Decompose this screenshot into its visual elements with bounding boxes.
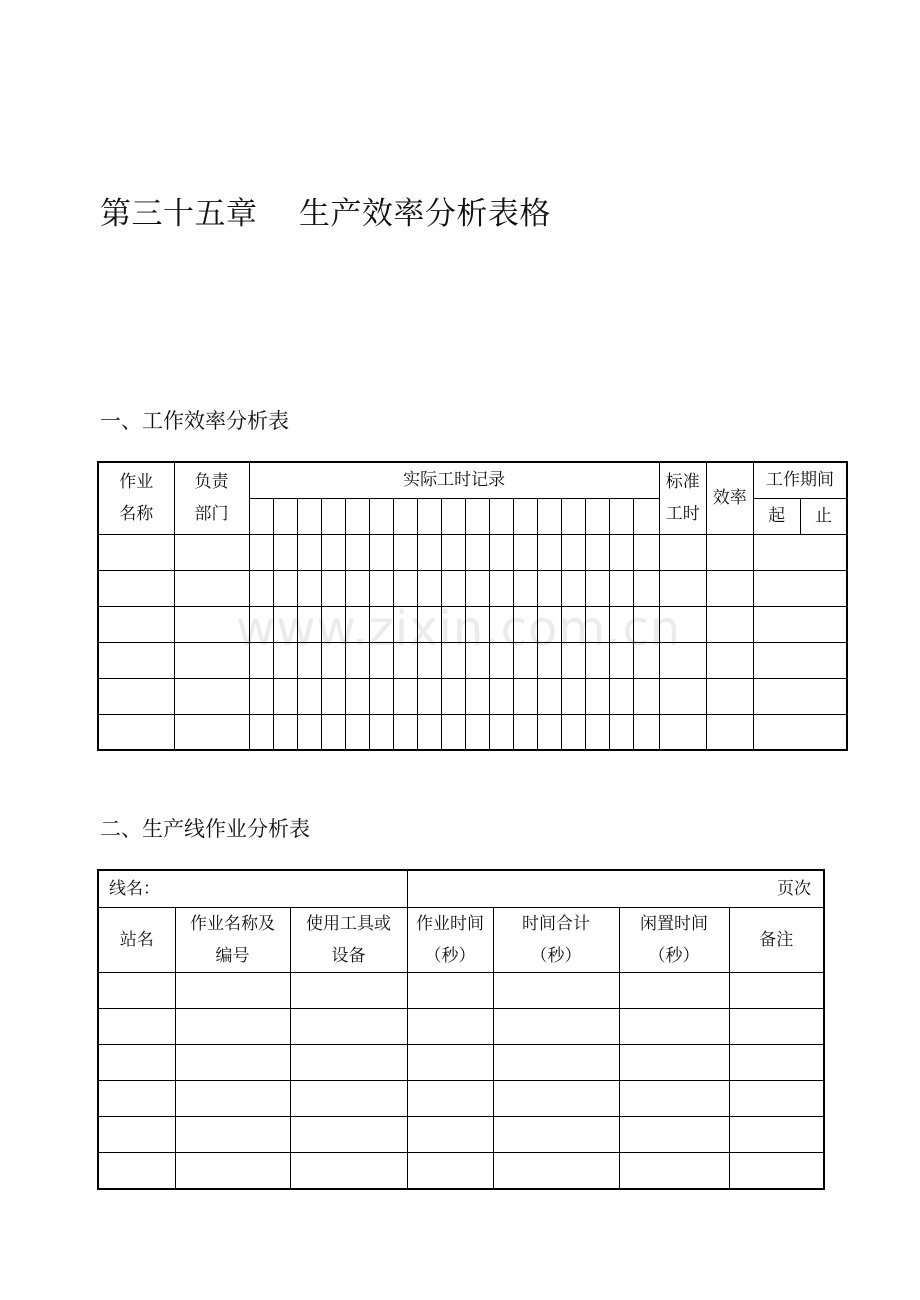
table-cell[interactable] xyxy=(174,534,249,570)
table-cell[interactable] xyxy=(489,678,513,714)
table-cell[interactable] xyxy=(609,570,633,606)
table-cell[interactable] xyxy=(753,606,847,642)
watermark: www.zixin.com.cn xyxy=(236,601,682,657)
actual-hours-subcolumn xyxy=(561,498,585,534)
table-cell[interactable] xyxy=(513,534,537,570)
table-cell[interactable] xyxy=(633,714,659,750)
header-department: 负责 部门 xyxy=(174,462,249,534)
table-cell[interactable] xyxy=(729,973,824,1009)
table-cell[interactable] xyxy=(729,1117,824,1153)
table-cell[interactable] xyxy=(493,1081,619,1117)
table-cell[interactable] xyxy=(561,678,585,714)
table-cell[interactable] xyxy=(98,678,174,714)
table-cell[interactable] xyxy=(561,642,585,678)
table-cell[interactable] xyxy=(753,570,847,606)
table-cell[interactable] xyxy=(753,534,847,570)
table-cell[interactable] xyxy=(345,570,369,606)
table-cell[interactable] xyxy=(609,534,633,570)
table-cell[interactable] xyxy=(706,534,753,570)
table-cell[interactable] xyxy=(537,534,561,570)
table-cell[interactable] xyxy=(273,606,297,642)
table-cell[interactable] xyxy=(345,606,369,642)
table-cell[interactable] xyxy=(273,642,297,678)
table-cell[interactable] xyxy=(493,1117,619,1153)
table-cell[interactable] xyxy=(659,642,706,678)
table-cell[interactable] xyxy=(633,534,659,570)
table-cell[interactable] xyxy=(407,1117,493,1153)
table-cell[interactable] xyxy=(98,1117,175,1153)
table-cell[interactable] xyxy=(393,606,417,642)
line-name-field: 线名： xyxy=(98,870,407,908)
table-cell[interactable] xyxy=(609,606,633,642)
table-cell[interactable] xyxy=(98,1081,175,1117)
table-cell[interactable] xyxy=(753,714,847,750)
table-cell[interactable] xyxy=(273,534,297,570)
table-cell[interactable] xyxy=(706,678,753,714)
table-cell[interactable] xyxy=(417,570,441,606)
table-cell[interactable] xyxy=(290,973,407,1009)
table-cell[interactable] xyxy=(585,534,609,570)
table-cell[interactable] xyxy=(249,570,273,606)
table-cell[interactable] xyxy=(489,534,513,570)
table-row xyxy=(98,642,847,678)
table-cell[interactable] xyxy=(633,678,659,714)
table-cell[interactable] xyxy=(633,606,659,642)
table-cell[interactable] xyxy=(175,1153,290,1190)
table-cell[interactable] xyxy=(609,714,633,750)
header-work-period: 工作期间 xyxy=(753,462,847,498)
table-row xyxy=(98,570,847,606)
header-operation-time: 作业时间 （秒） xyxy=(407,908,493,973)
table-cell[interactable] xyxy=(273,714,297,750)
table-cell[interactable] xyxy=(619,1117,729,1153)
table-cell[interactable] xyxy=(441,534,465,570)
table-cell[interactable] xyxy=(417,534,441,570)
table-cell[interactable] xyxy=(321,534,345,570)
table-cell[interactable] xyxy=(321,678,345,714)
table-cell[interactable] xyxy=(441,642,465,678)
table-cell[interactable] xyxy=(98,973,175,1009)
table-cell[interactable] xyxy=(393,642,417,678)
table-cell[interactable] xyxy=(290,1009,407,1045)
table-cell[interactable] xyxy=(369,714,393,750)
table-cell[interactable] xyxy=(297,714,321,750)
table-cell[interactable] xyxy=(493,1045,619,1081)
chapter-title: 第三十五章 生产效率分析表格 xyxy=(100,196,551,232)
table-cell[interactable] xyxy=(441,714,465,750)
table-cell[interactable] xyxy=(393,570,417,606)
table-cell[interactable] xyxy=(417,606,441,642)
table-cell[interactable] xyxy=(729,1045,824,1081)
table-cell[interactable] xyxy=(290,1045,407,1081)
header-start: 起 xyxy=(753,498,800,534)
table-cell[interactable] xyxy=(465,534,489,570)
actual-hours-subcolumn xyxy=(489,498,513,534)
table-cell[interactable] xyxy=(407,973,493,1009)
table-cell[interactable] xyxy=(441,678,465,714)
table-cell[interactable] xyxy=(297,570,321,606)
table-cell[interactable] xyxy=(441,606,465,642)
table-cell[interactable] xyxy=(175,1081,290,1117)
table-cell[interactable] xyxy=(659,678,706,714)
table-cell[interactable] xyxy=(98,606,174,642)
table-cell[interactable] xyxy=(321,570,345,606)
table-cell[interactable] xyxy=(369,678,393,714)
table-cell[interactable] xyxy=(659,534,706,570)
table-cell[interactable] xyxy=(369,642,393,678)
table-cell[interactable] xyxy=(345,534,369,570)
table-cell[interactable] xyxy=(585,678,609,714)
header-tool-equipment: 使用工具或 设备 xyxy=(290,908,407,973)
line-analysis-table xyxy=(97,869,825,1190)
table-cell[interactable] xyxy=(513,570,537,606)
table-cell[interactable] xyxy=(489,570,513,606)
table-cell[interactable] xyxy=(489,642,513,678)
table-row xyxy=(98,606,847,642)
table-cell[interactable] xyxy=(249,678,273,714)
table-cell[interactable] xyxy=(175,1117,290,1153)
table-cell[interactable] xyxy=(585,606,609,642)
table-cell[interactable] xyxy=(619,973,729,1009)
table-cell[interactable] xyxy=(537,714,561,750)
table-cell[interactable] xyxy=(407,1153,493,1190)
table-cell[interactable] xyxy=(290,1153,407,1190)
table-cell[interactable] xyxy=(174,678,249,714)
table-cell[interactable] xyxy=(619,1081,729,1117)
table-cell[interactable] xyxy=(369,570,393,606)
table-cell[interactable] xyxy=(561,570,585,606)
header-actual-hours: 实际工时记录 xyxy=(249,462,659,498)
actual-hours-subcolumn xyxy=(345,498,369,534)
table-cell[interactable] xyxy=(493,1153,619,1190)
table-cell[interactable] xyxy=(297,678,321,714)
table-cell[interactable] xyxy=(706,570,753,606)
table-cell[interactable] xyxy=(489,714,513,750)
actual-hours-subcolumn xyxy=(297,498,321,534)
table-cell[interactable] xyxy=(633,570,659,606)
table-cell[interactable] xyxy=(609,678,633,714)
table-row xyxy=(98,678,847,714)
table-cell[interactable] xyxy=(561,534,585,570)
page-number-field: 页次 xyxy=(407,870,824,908)
actual-hours-subcolumn xyxy=(369,498,393,534)
header-job-name: 作业 名称 xyxy=(98,462,174,534)
table-row xyxy=(98,1081,824,1117)
table-cell[interactable] xyxy=(537,678,561,714)
table-cell[interactable] xyxy=(98,534,174,570)
table-cell[interactable] xyxy=(369,606,393,642)
table-cell[interactable] xyxy=(321,606,345,642)
table-cell[interactable] xyxy=(753,642,847,678)
header-remarks: 备注 xyxy=(729,908,824,973)
table-cell[interactable] xyxy=(585,714,609,750)
table-cell[interactable] xyxy=(619,1153,729,1190)
table-cell[interactable] xyxy=(273,678,297,714)
table-cell[interactable] xyxy=(513,606,537,642)
table-cell[interactable] xyxy=(249,714,273,750)
table-cell[interactable] xyxy=(290,1117,407,1153)
actual-hours-subcolumn xyxy=(585,498,609,534)
table-cell[interactable] xyxy=(537,606,561,642)
table-cell[interactable] xyxy=(297,642,321,678)
table-cell[interactable] xyxy=(321,714,345,750)
table-cell[interactable] xyxy=(561,606,585,642)
table-cell[interactable] xyxy=(321,642,345,678)
actual-hours-subcolumn xyxy=(417,498,441,534)
table-cell[interactable] xyxy=(174,714,249,750)
actual-hours-subcolumn xyxy=(609,498,633,534)
table-cell[interactable] xyxy=(98,714,174,750)
table-cell[interactable] xyxy=(407,1009,493,1045)
table-cell[interactable] xyxy=(417,642,441,678)
table-cell[interactable] xyxy=(729,1081,824,1117)
header-efficiency: 效率 xyxy=(706,462,753,534)
actual-hours-subcolumn xyxy=(273,498,297,534)
actual-hours-subcolumn xyxy=(513,498,537,534)
table-cell[interactable] xyxy=(441,570,465,606)
table-cell[interactable] xyxy=(407,1045,493,1081)
header-job-name-number: 作业名称及 编号 xyxy=(175,908,290,973)
table-cell[interactable] xyxy=(249,642,273,678)
actual-hours-subcolumn xyxy=(633,498,659,534)
efficiency-analysis-table xyxy=(97,461,848,751)
table-cell[interactable] xyxy=(513,714,537,750)
table-cell[interactable] xyxy=(706,642,753,678)
table-cell[interactable] xyxy=(633,642,659,678)
table-cell[interactable] xyxy=(561,714,585,750)
actual-hours-subcolumn xyxy=(249,498,273,534)
table-cell[interactable] xyxy=(174,570,249,606)
actual-hours-subcolumn xyxy=(465,498,489,534)
header-station: 站名 xyxy=(98,908,175,973)
table-cell[interactable] xyxy=(465,606,489,642)
table-cell[interactable] xyxy=(493,1009,619,1045)
table-cell[interactable] xyxy=(175,1045,290,1081)
table-cell[interactable] xyxy=(513,678,537,714)
table-cell[interactable] xyxy=(393,714,417,750)
table-cell[interactable] xyxy=(98,642,174,678)
table-row xyxy=(98,1009,824,1045)
table-cell[interactable] xyxy=(513,642,537,678)
table-cell[interactable] xyxy=(407,1081,493,1117)
table-cell[interactable] xyxy=(489,606,513,642)
table-cell[interactable] xyxy=(345,678,369,714)
table-cell[interactable] xyxy=(174,606,249,642)
table-cell[interactable] xyxy=(249,606,273,642)
table-cell[interactable] xyxy=(393,678,417,714)
table-cell[interactable] xyxy=(706,714,753,750)
table-cell[interactable] xyxy=(345,714,369,750)
table-cell[interactable] xyxy=(619,1009,729,1045)
table-cell[interactable] xyxy=(98,1009,175,1045)
table-row xyxy=(98,1117,824,1153)
table-cell[interactable] xyxy=(175,1009,290,1045)
table-cell[interactable] xyxy=(619,1045,729,1081)
table-cell[interactable] xyxy=(98,570,174,606)
table-cell[interactable] xyxy=(585,642,609,678)
table-cell[interactable] xyxy=(369,534,393,570)
table-cell[interactable] xyxy=(659,714,706,750)
actual-hours-subcolumn xyxy=(321,498,345,534)
table-cell[interactable] xyxy=(290,1081,407,1117)
actual-hours-subcolumn xyxy=(537,498,561,534)
table-cell[interactable] xyxy=(417,678,441,714)
table-cell[interactable] xyxy=(465,678,489,714)
table-cell[interactable] xyxy=(98,1045,175,1081)
table-cell[interactable] xyxy=(174,642,249,678)
table-row xyxy=(98,973,824,1009)
table-cell[interactable] xyxy=(659,606,706,642)
table-cell[interactable] xyxy=(585,570,609,606)
table-row xyxy=(98,1045,824,1081)
table-row xyxy=(98,534,847,570)
table-row xyxy=(98,1153,824,1190)
actual-hours-subcolumn xyxy=(441,498,465,534)
section-title-line-analysis: 二、生产线作业分析表 xyxy=(100,817,310,841)
table-cell[interactable] xyxy=(98,1153,175,1190)
table-cell[interactable] xyxy=(175,973,290,1009)
table-cell[interactable] xyxy=(729,1153,824,1190)
table-cell[interactable] xyxy=(493,973,619,1009)
table-cell[interactable] xyxy=(393,534,417,570)
table-cell[interactable] xyxy=(249,534,273,570)
header-standard-time: 标准 工时 xyxy=(659,462,706,534)
table-cell[interactable] xyxy=(729,1009,824,1045)
table-cell[interactable] xyxy=(537,570,561,606)
table-cell[interactable] xyxy=(753,678,847,714)
table-cell[interactable] xyxy=(417,714,441,750)
table-cell[interactable] xyxy=(273,570,297,606)
table-cell[interactable] xyxy=(297,606,321,642)
table-cell[interactable] xyxy=(706,606,753,642)
table-cell[interactable] xyxy=(465,642,489,678)
table-cell[interactable] xyxy=(465,570,489,606)
table-cell[interactable] xyxy=(659,570,706,606)
header-end: 止 xyxy=(800,498,847,534)
table-cell[interactable] xyxy=(297,534,321,570)
section-title-efficiency: 一、工作效率分析表 xyxy=(100,409,289,433)
header-total-time: 时间合计 （秒） xyxy=(493,908,619,973)
table-cell[interactable] xyxy=(537,642,561,678)
actual-hours-subcolumn xyxy=(393,498,417,534)
table-cell[interactable] xyxy=(609,642,633,678)
table-cell[interactable] xyxy=(345,642,369,678)
table-row xyxy=(98,714,847,750)
table-cell[interactable] xyxy=(465,714,489,750)
header-idle-time: 闲置时间 （秒） xyxy=(619,908,729,973)
